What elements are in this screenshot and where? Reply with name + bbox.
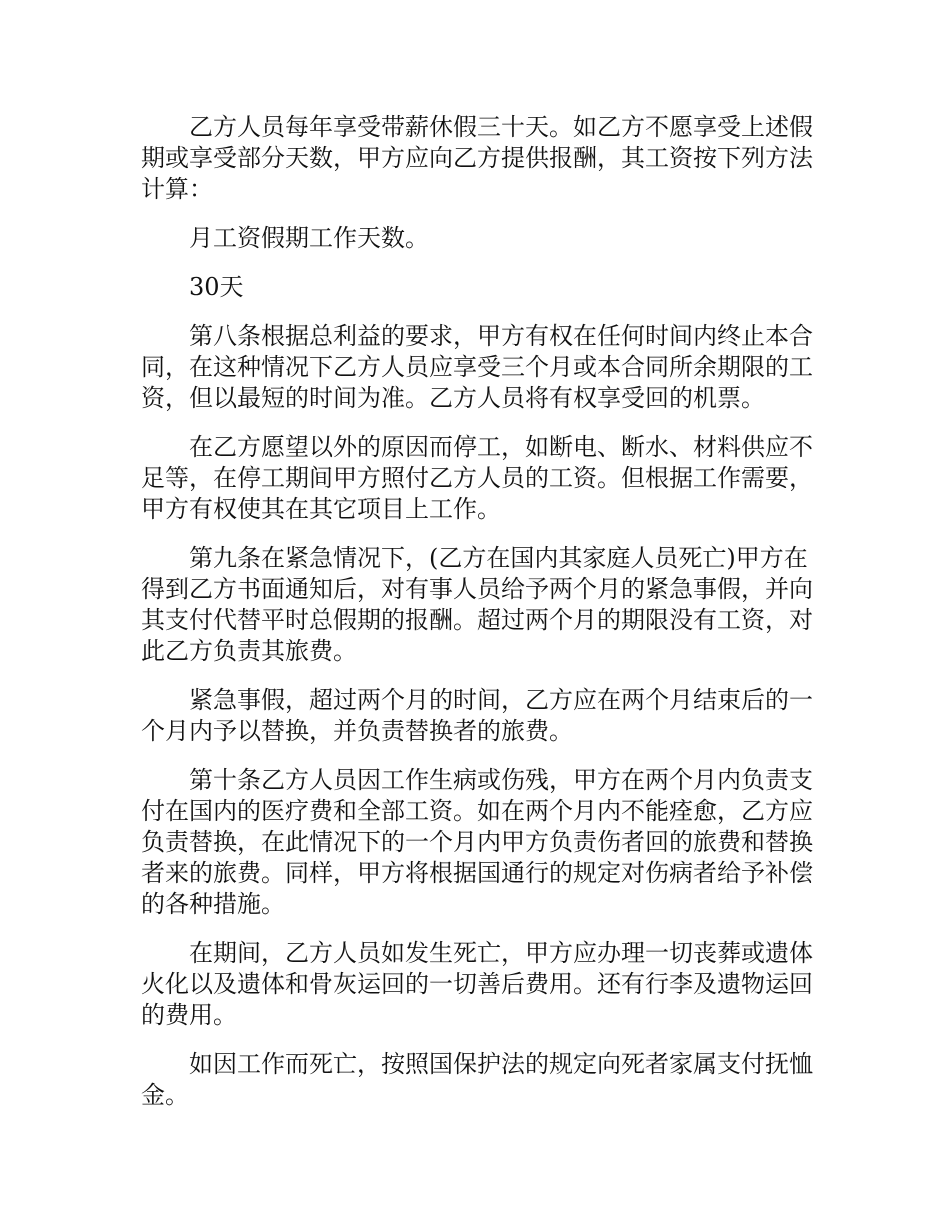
paragraph-work-death-compensation: 如因工作而死亡，按照国保护法的规定向死者家属支付抚恤金。 xyxy=(141,1050,813,1109)
paragraph-paid-leave: 乙方人员每年享受带薪休假三十天。如乙方不愿享受上述假期或享受部分天数，甲方应向乙方提供报酬，其工资按下列方法计算： xyxy=(141,113,813,203)
paragraph-article-10: 第十条乙方人员因工作生病或伤残，甲方在两个月内负责支付在国内的医疗费和全部工资。如在两个月内不能痊愈，乙方应负责替换，在此情况下的一个月内甲方负责伤者回的旅费和替换者来的旅费。同样，甲方将根据国通行的规定对伤病者给予补偿的各种措施。 xyxy=(141,766,813,918)
paragraph-work-stoppage: 在乙方愿望以外的原因而停工，如断电、断水、材料供应不足等，在停工期间甲方照付乙方人员的工资。但根据工作需要，甲方有权使其在其它项目上工作。 xyxy=(141,433,813,523)
paragraph-death-during-term: 在期间，乙方人员如发生死亡，甲方应办理一切丧葬或遗体火化以及遗体和骨灰运回的一切善后费用。还有行李及遗物运回的费用。 xyxy=(141,939,813,1029)
paragraph-thirty-days: 30天 xyxy=(189,273,244,301)
paragraph-salary-formula: 月工资假期工作天数。 xyxy=(189,224,429,252)
paragraph-article-8: 第八条根据总利益的要求，甲方有权在任何时间内终止本合同，在这种情况下乙方人员应享受三个月或本合同所余期限的工资，但以最短的时间为准。乙方人员将有权享受回的机票。 xyxy=(141,322,813,412)
paragraph-emergency-leave: 紧急事假，超过两个月的时间，乙方应在两个月结束后的一个月内予以替换，并负责替换者的旅费。 xyxy=(141,686,813,745)
paragraph-article-9: 第九条在紧急情况下，(乙方在国内其家庭人员死亡)甲方在得到乙方书面通知后，对有事人员给予两个月的紧急事假，并向其支付代替平时总假期的报酬。超过两个月的期限没有工资，对此乙方负责其旅费。 xyxy=(141,544,813,665)
document-body xyxy=(141,112,821,1129)
